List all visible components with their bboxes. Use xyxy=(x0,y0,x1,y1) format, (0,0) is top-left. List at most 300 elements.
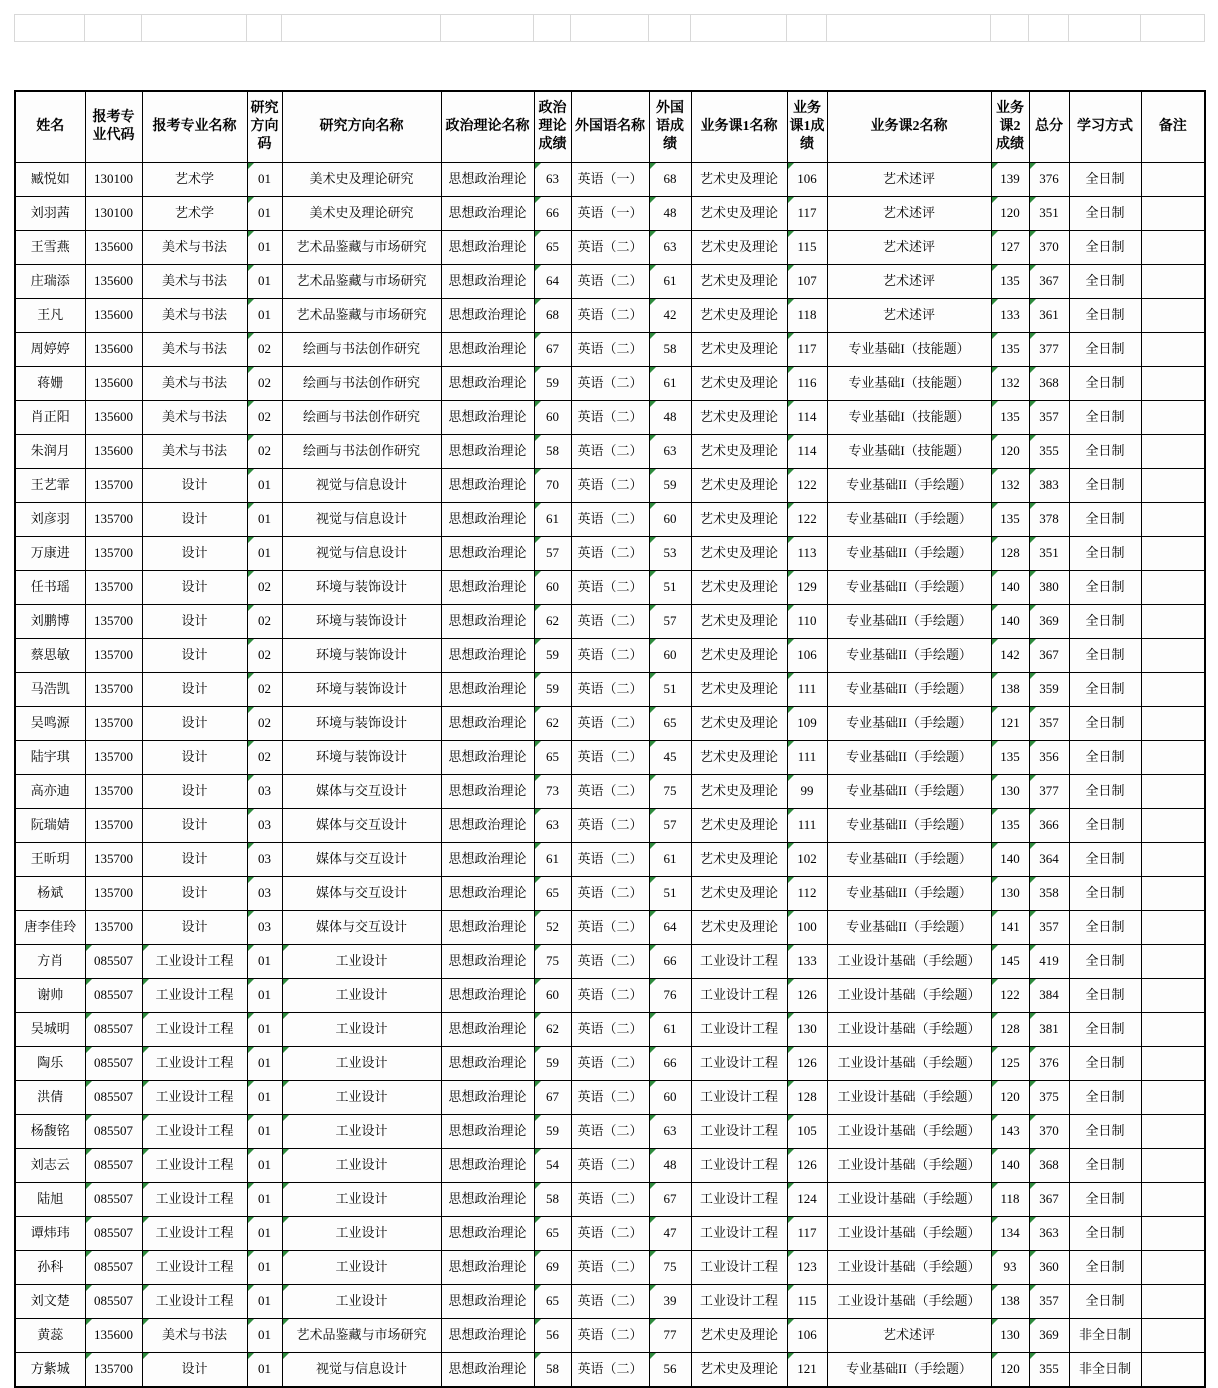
cell[interactable]: 英语（二） xyxy=(571,911,649,945)
cell[interactable]: 设计 xyxy=(142,741,247,775)
cell[interactable]: 思想政治理论 xyxy=(441,1149,534,1183)
cell[interactable]: 工业设计基础（手绘题） xyxy=(827,1081,991,1115)
cell[interactable]: 吴城明 xyxy=(15,1013,85,1047)
cell[interactable]: 全日制 xyxy=(1069,333,1141,367)
cell[interactable]: 艺术史及理论 xyxy=(691,163,787,197)
cell[interactable]: 设计 xyxy=(142,1353,247,1388)
cell[interactable]: 01 xyxy=(247,1013,282,1047)
cell[interactable]: 53 xyxy=(649,537,691,571)
cell[interactable]: 思想政治理论 xyxy=(441,469,534,503)
cell[interactable]: 全日制 xyxy=(1069,1047,1141,1081)
cell[interactable]: 视觉与信息设计 xyxy=(282,537,441,571)
empty-cell[interactable] xyxy=(787,15,827,42)
cell[interactable]: 英语（二） xyxy=(571,1115,649,1149)
cell[interactable]: 01 xyxy=(247,1149,282,1183)
empty-cell[interactable] xyxy=(441,15,534,42)
cell[interactable]: 美术与书法 xyxy=(142,401,247,435)
cell[interactable]: 全日制 xyxy=(1069,1183,1141,1217)
cell[interactable]: 122 xyxy=(787,469,827,503)
cell[interactable]: 环境与装饰设计 xyxy=(282,571,441,605)
cell[interactable]: 英语（二） xyxy=(571,1081,649,1115)
empty-cell[interactable] xyxy=(571,15,649,42)
cell[interactable]: 工业设计工程 xyxy=(691,1081,787,1115)
cell[interactable]: 英语（二） xyxy=(571,1149,649,1183)
cell[interactable]: 思想政治理论 xyxy=(441,435,534,469)
cell[interactable]: 135 xyxy=(991,809,1029,843)
cell[interactable]: 工业设计工程 xyxy=(142,945,247,979)
column-header[interactable]: 报考专业名称 xyxy=(142,91,247,163)
cell[interactable]: 51 xyxy=(649,571,691,605)
cell[interactable]: 118 xyxy=(991,1183,1029,1217)
column-header[interactable]: 备注 xyxy=(1141,91,1205,163)
cell[interactable]: 65 xyxy=(649,707,691,741)
cell[interactable]: 02 xyxy=(247,639,282,673)
cell[interactable]: 工业设计 xyxy=(282,1115,441,1149)
cell[interactable]: 145 xyxy=(991,945,1029,979)
cell[interactable]: 吴鸣源 xyxy=(15,707,85,741)
cell[interactable]: 381 xyxy=(1029,1013,1069,1047)
cell[interactable]: 367 xyxy=(1029,639,1069,673)
cell[interactable]: 135600 xyxy=(85,435,142,469)
column-header[interactable]: 外国语名称 xyxy=(571,91,649,163)
cell[interactable]: 绘画与书法创作研究 xyxy=(282,435,441,469)
empty-cell[interactable] xyxy=(142,15,247,42)
cell[interactable]: 110 xyxy=(787,605,827,639)
cell[interactable]: 环境与装饰设计 xyxy=(282,605,441,639)
cell[interactable]: 02 xyxy=(247,571,282,605)
cell[interactable]: 思想政治理论 xyxy=(441,367,534,401)
cell[interactable]: 艺术述评 xyxy=(827,1319,991,1353)
cell[interactable]: 艺术史及理论 xyxy=(691,775,787,809)
cell[interactable]: 英语（二） xyxy=(571,231,649,265)
cell[interactable]: 42 xyxy=(649,299,691,333)
cell[interactable]: 英语（二） xyxy=(571,1217,649,1251)
cell[interactable]: 59 xyxy=(534,367,571,401)
cell[interactable]: 英语（二） xyxy=(571,1251,649,1285)
cell[interactable]: 全日制 xyxy=(1069,469,1141,503)
cell[interactable]: 359 xyxy=(1029,673,1069,707)
column-header[interactable]: 政治理论名称 xyxy=(441,91,534,163)
cell[interactable]: 思想政治理论 xyxy=(441,945,534,979)
cell[interactable]: 环境与装饰设计 xyxy=(282,707,441,741)
cell[interactable]: 全日制 xyxy=(1069,979,1141,1013)
cell[interactable]: 66 xyxy=(649,1047,691,1081)
cell[interactable]: 135700 xyxy=(85,843,142,877)
cell[interactable]: 工业设计工程 xyxy=(142,1251,247,1285)
cell[interactable]: 51 xyxy=(649,877,691,911)
cell[interactable]: 134 xyxy=(991,1217,1029,1251)
cell[interactable]: 419 xyxy=(1029,945,1069,979)
cell[interactable] xyxy=(1141,537,1205,571)
cell[interactable]: 140 xyxy=(991,1149,1029,1183)
cell[interactable]: 01 xyxy=(247,469,282,503)
cell[interactable]: 全日制 xyxy=(1069,741,1141,775)
cell[interactable]: 106 xyxy=(787,639,827,673)
cell[interactable]: 艺术史及理论 xyxy=(691,265,787,299)
cell[interactable]: 英语（二） xyxy=(571,945,649,979)
cell[interactable]: 思想政治理论 xyxy=(441,1013,534,1047)
cell[interactable]: 思想政治理论 xyxy=(441,979,534,1013)
cell[interactable]: 01 xyxy=(247,1319,282,1353)
cell[interactable]: 环境与装饰设计 xyxy=(282,673,441,707)
cell[interactable]: 120 xyxy=(991,1353,1029,1388)
cell[interactable]: 376 xyxy=(1029,1047,1069,1081)
cell[interactable] xyxy=(1141,163,1205,197)
cell[interactable]: 英语（二） xyxy=(571,843,649,877)
cell[interactable]: 57 xyxy=(649,605,691,639)
cell[interactable]: 艺术史及理论 xyxy=(691,503,787,537)
cell[interactable]: 135600 xyxy=(85,367,142,401)
cell[interactable]: 美术与书法 xyxy=(142,299,247,333)
cell[interactable]: 63 xyxy=(534,809,571,843)
cell[interactable]: 03 xyxy=(247,775,282,809)
cell[interactable]: 085507 xyxy=(85,1115,142,1149)
cell[interactable]: 351 xyxy=(1029,197,1069,231)
cell[interactable]: 马浩凯 xyxy=(15,673,85,707)
cell[interactable]: 59 xyxy=(534,673,571,707)
cell[interactable]: 357 xyxy=(1029,911,1069,945)
cell[interactable]: 思想政治理论 xyxy=(441,571,534,605)
cell[interactable]: 庄瑞添 xyxy=(15,265,85,299)
cell[interactable]: 60 xyxy=(649,1081,691,1115)
cell[interactable]: 135700 xyxy=(85,741,142,775)
cell[interactable]: 117 xyxy=(787,1217,827,1251)
cell[interactable]: 130100 xyxy=(85,197,142,231)
empty-cell[interactable] xyxy=(1141,15,1205,42)
cell[interactable]: 工业设计 xyxy=(282,1285,441,1319)
cell[interactable]: 思想政治理论 xyxy=(441,1217,534,1251)
cell[interactable]: 117 xyxy=(787,333,827,367)
cell[interactable]: 085507 xyxy=(85,945,142,979)
cell[interactable]: 111 xyxy=(787,809,827,843)
cell[interactable]: 130 xyxy=(787,1013,827,1047)
cell[interactable]: 全日制 xyxy=(1069,877,1141,911)
cell[interactable]: 全日制 xyxy=(1069,367,1141,401)
cell[interactable]: 英语（二） xyxy=(571,265,649,299)
cell[interactable]: 全日制 xyxy=(1069,945,1141,979)
cell[interactable]: 111 xyxy=(787,673,827,707)
cell[interactable]: 王昕玥 xyxy=(15,843,85,877)
cell[interactable]: 61 xyxy=(534,503,571,537)
cell[interactable]: 工业设计 xyxy=(282,1217,441,1251)
cell[interactable]: 英语（二） xyxy=(571,673,649,707)
cell[interactable]: 73 xyxy=(534,775,571,809)
cell[interactable]: 全日制 xyxy=(1069,673,1141,707)
cell[interactable]: 111 xyxy=(787,741,827,775)
cell[interactable]: 艺术史及理论 xyxy=(691,435,787,469)
cell[interactable]: 王艺霏 xyxy=(15,469,85,503)
cell[interactable]: 135700 xyxy=(85,469,142,503)
cell[interactable]: 全日制 xyxy=(1069,197,1141,231)
cell[interactable]: 专业基础II（手绘题） xyxy=(827,809,991,843)
cell[interactable]: 135700 xyxy=(85,775,142,809)
cell[interactable]: 130 xyxy=(991,1319,1029,1353)
cell[interactable]: 专业基础II（手绘题） xyxy=(827,707,991,741)
cell[interactable]: 设计 xyxy=(142,843,247,877)
cell[interactable]: 125 xyxy=(991,1047,1029,1081)
cell[interactable]: 英语（二） xyxy=(571,1013,649,1047)
cell[interactable]: 01 xyxy=(247,1285,282,1319)
cell[interactable]: 思想政治理论 xyxy=(441,911,534,945)
cell[interactable]: 工业设计 xyxy=(282,1013,441,1047)
cell[interactable]: 124 xyxy=(787,1183,827,1217)
cell[interactable]: 01 xyxy=(247,299,282,333)
cell[interactable]: 英语（一） xyxy=(571,163,649,197)
cell[interactable]: 01 xyxy=(247,1353,282,1388)
column-header[interactable]: 业务课2名称 xyxy=(827,91,991,163)
cell[interactable]: 工业设计工程 xyxy=(142,1047,247,1081)
cell[interactable]: 艺术品鉴藏与市场研究 xyxy=(282,265,441,299)
cell[interactable]: 陆旭 xyxy=(15,1183,85,1217)
cell[interactable]: 117 xyxy=(787,197,827,231)
cell[interactable]: 工业设计工程 xyxy=(691,1115,787,1149)
cell[interactable]: 专业基础II（手绘题） xyxy=(827,537,991,571)
cell[interactable] xyxy=(1141,673,1205,707)
cell[interactable]: 艺术史及理论 xyxy=(691,333,787,367)
cell[interactable]: 艺术史及理论 xyxy=(691,1353,787,1388)
cell[interactable]: 120 xyxy=(991,197,1029,231)
cell[interactable]: 全日制 xyxy=(1069,605,1141,639)
cell[interactable]: 思想政治理论 xyxy=(441,231,534,265)
cell[interactable]: 英语（二） xyxy=(571,979,649,1013)
cell[interactable]: 380 xyxy=(1029,571,1069,605)
cell[interactable]: 135700 xyxy=(85,707,142,741)
cell[interactable] xyxy=(1141,197,1205,231)
cell[interactable]: 130 xyxy=(991,877,1029,911)
cell[interactable]: 朱润月 xyxy=(15,435,85,469)
cell[interactable]: 60 xyxy=(649,503,691,537)
cell[interactable]: 135700 xyxy=(85,911,142,945)
cell[interactable]: 60 xyxy=(534,979,571,1013)
cell[interactable]: 英语（二） xyxy=(571,299,649,333)
cell[interactable]: 绘画与书法创作研究 xyxy=(282,401,441,435)
cell[interactable] xyxy=(1141,469,1205,503)
cell[interactable]: 艺术史及理论 xyxy=(691,911,787,945)
cell[interactable] xyxy=(1141,435,1205,469)
cell[interactable]: 138 xyxy=(991,1285,1029,1319)
cell[interactable]: 艺术述评 xyxy=(827,299,991,333)
cell[interactable]: 思想政治理论 xyxy=(441,537,534,571)
cell[interactable]: 艺术史及理论 xyxy=(691,537,787,571)
cell[interactable]: 57 xyxy=(649,809,691,843)
cell[interactable]: 刘彦羽 xyxy=(15,503,85,537)
cell[interactable]: 02 xyxy=(247,367,282,401)
cell[interactable]: 54 xyxy=(534,1149,571,1183)
cell[interactable]: 58 xyxy=(649,333,691,367)
cell[interactable]: 61 xyxy=(534,843,571,877)
cell[interactable] xyxy=(1141,299,1205,333)
cell[interactable]: 143 xyxy=(991,1115,1029,1149)
cell[interactable]: 77 xyxy=(649,1319,691,1353)
cell[interactable]: 专业基础I（技能题） xyxy=(827,367,991,401)
cell[interactable] xyxy=(1141,265,1205,299)
cell[interactable]: 02 xyxy=(247,333,282,367)
cell[interactable]: 128 xyxy=(991,537,1029,571)
cell[interactable]: 62 xyxy=(534,1013,571,1047)
cell[interactable]: 60 xyxy=(649,639,691,673)
cell[interactable]: 121 xyxy=(991,707,1029,741)
cell[interactable] xyxy=(1141,231,1205,265)
cell[interactable]: 356 xyxy=(1029,741,1069,775)
cell[interactable]: 67 xyxy=(534,1081,571,1115)
cell[interactable]: 设计 xyxy=(142,775,247,809)
cell[interactable]: 67 xyxy=(534,333,571,367)
cell[interactable]: 思想政治理论 xyxy=(441,1251,534,1285)
cell[interactable]: 01 xyxy=(247,1217,282,1251)
cell[interactable]: 377 xyxy=(1029,333,1069,367)
cell[interactable]: 03 xyxy=(247,843,282,877)
cell[interactable]: 英语（二） xyxy=(571,537,649,571)
cell[interactable]: 139 xyxy=(991,163,1029,197)
cell[interactable]: 思想政治理论 xyxy=(441,1183,534,1217)
cell[interactable] xyxy=(1141,1217,1205,1251)
cell[interactable]: 刘羽茜 xyxy=(15,197,85,231)
cell[interactable]: 03 xyxy=(247,877,282,911)
cell[interactable]: 思想政治理论 xyxy=(441,1285,534,1319)
cell[interactable] xyxy=(1141,639,1205,673)
cell[interactable]: 135 xyxy=(991,333,1029,367)
cell[interactable]: 135600 xyxy=(85,231,142,265)
cell[interactable]: 工业设计工程 xyxy=(142,1081,247,1115)
cell[interactable] xyxy=(1141,1149,1205,1183)
cell[interactable]: 62 xyxy=(534,707,571,741)
cell[interactable]: 工业设计工程 xyxy=(691,1047,787,1081)
cell[interactable]: 思想政治理论 xyxy=(441,503,534,537)
column-header[interactable]: 学习方式 xyxy=(1069,91,1141,163)
cell[interactable]: 设计 xyxy=(142,911,247,945)
cell[interactable]: 视觉与信息设计 xyxy=(282,469,441,503)
cell[interactable]: 02 xyxy=(247,401,282,435)
empty-cell[interactable] xyxy=(827,15,991,42)
cell[interactable]: 方肖 xyxy=(15,945,85,979)
cell[interactable]: 谭炜玮 xyxy=(15,1217,85,1251)
cell[interactable]: 美术与书法 xyxy=(142,367,247,401)
cell[interactable]: 工业设计 xyxy=(282,1081,441,1115)
cell[interactable]: 113 xyxy=(787,537,827,571)
cell[interactable]: 英语（二） xyxy=(571,571,649,605)
cell[interactable]: 工业设计工程 xyxy=(691,1285,787,1319)
column-header[interactable]: 研究方向名称 xyxy=(282,91,441,163)
cell[interactable]: 66 xyxy=(649,945,691,979)
cell[interactable] xyxy=(1141,1183,1205,1217)
cell[interactable]: 085507 xyxy=(85,1149,142,1183)
cell[interactable]: 全日制 xyxy=(1069,503,1141,537)
cell[interactable]: 63 xyxy=(649,435,691,469)
cell[interactable]: 126 xyxy=(787,1149,827,1183)
cell[interactable]: 专业基础II（手绘题） xyxy=(827,911,991,945)
cell[interactable]: 刘文楚 xyxy=(15,1285,85,1319)
cell[interactable]: 专业基础II（手绘题） xyxy=(827,1353,991,1388)
cell[interactable] xyxy=(1141,979,1205,1013)
cell[interactable]: 全日制 xyxy=(1069,401,1141,435)
cell[interactable]: 70 xyxy=(534,469,571,503)
cell[interactable]: 107 xyxy=(787,265,827,299)
cell[interactable]: 英语（二） xyxy=(571,1183,649,1217)
cell[interactable] xyxy=(1141,911,1205,945)
cell[interactable]: 58 xyxy=(534,435,571,469)
cell[interactable]: 76 xyxy=(649,979,691,1013)
cell[interactable] xyxy=(1141,401,1205,435)
cell[interactable]: 艺术学 xyxy=(142,197,247,231)
cell[interactable]: 工业设计基础（手绘题） xyxy=(827,979,991,1013)
cell[interactable]: 01 xyxy=(247,979,282,1013)
cell[interactable]: 全日制 xyxy=(1069,1285,1141,1319)
cell[interactable]: 115 xyxy=(787,231,827,265)
cell[interactable]: 67 xyxy=(649,1183,691,1217)
cell[interactable] xyxy=(1141,741,1205,775)
cell[interactable]: 专业基础II（手绘题） xyxy=(827,605,991,639)
cell[interactable]: 68 xyxy=(649,163,691,197)
cell[interactable]: 工业设计工程 xyxy=(691,1013,787,1047)
column-header[interactable]: 总分 xyxy=(1029,91,1069,163)
cell[interactable]: 52 xyxy=(534,911,571,945)
cell[interactable]: 01 xyxy=(247,163,282,197)
cell[interactable] xyxy=(1141,333,1205,367)
cell[interactable]: 工业设计 xyxy=(282,1183,441,1217)
cell[interactable]: 思想政治理论 xyxy=(441,877,534,911)
cell[interactable]: 专业基础II（手绘题） xyxy=(827,639,991,673)
cell[interactable]: 美术与书法 xyxy=(142,333,247,367)
cell[interactable]: 设计 xyxy=(142,537,247,571)
cell[interactable]: 65 xyxy=(534,1217,571,1251)
cell[interactable]: 思想政治理论 xyxy=(441,1353,534,1388)
cell[interactable]: 美术与书法 xyxy=(142,1319,247,1353)
cell[interactable]: 132 xyxy=(991,367,1029,401)
cell[interactable]: 专业基础I（技能题） xyxy=(827,435,991,469)
cell[interactable]: 艺术史及理论 xyxy=(691,299,787,333)
cell[interactable]: 085507 xyxy=(85,1183,142,1217)
cell[interactable]: 全日制 xyxy=(1069,163,1141,197)
cell[interactable]: 135 xyxy=(991,741,1029,775)
cell[interactable]: 媒体与交互设计 xyxy=(282,809,441,843)
cell[interactable]: 工业设计工程 xyxy=(691,1149,787,1183)
cell[interactable] xyxy=(1141,775,1205,809)
cell[interactable]: 99 xyxy=(787,775,827,809)
cell[interactable]: 思想政治理论 xyxy=(441,775,534,809)
cell[interactable]: 艺术史及理论 xyxy=(691,231,787,265)
cell[interactable]: 谢帅 xyxy=(15,979,85,1013)
cell[interactable]: 135700 xyxy=(85,639,142,673)
cell[interactable]: 106 xyxy=(787,1319,827,1353)
cell[interactable]: 英语（二） xyxy=(571,367,649,401)
cell[interactable]: 英语（二） xyxy=(571,639,649,673)
cell[interactable] xyxy=(1141,707,1205,741)
cell[interactable]: 艺术史及理论 xyxy=(691,571,787,605)
cell[interactable]: 61 xyxy=(649,367,691,401)
cell[interactable]: 132 xyxy=(991,469,1029,503)
cell[interactable]: 工业设计 xyxy=(282,1251,441,1285)
cell[interactable]: 媒体与交互设计 xyxy=(282,877,441,911)
empty-cell[interactable] xyxy=(991,15,1029,42)
cell[interactable]: 369 xyxy=(1029,1319,1069,1353)
cell[interactable] xyxy=(1141,503,1205,537)
cell[interactable]: 设计 xyxy=(142,571,247,605)
cell[interactable]: 01 xyxy=(247,503,282,537)
cell[interactable]: 绘画与书法创作研究 xyxy=(282,333,441,367)
cell[interactable] xyxy=(1141,571,1205,605)
cell[interactable]: 全日制 xyxy=(1069,1217,1141,1251)
cell[interactable]: 全日制 xyxy=(1069,911,1141,945)
cell[interactable]: 65 xyxy=(534,1285,571,1319)
column-header[interactable]: 研究方向码 xyxy=(247,91,282,163)
cell[interactable]: 艺术史及理论 xyxy=(691,707,787,741)
cell[interactable]: 工业设计基础（手绘题） xyxy=(827,1115,991,1149)
cell[interactable] xyxy=(1141,367,1205,401)
cell[interactable]: 美术史及理论研究 xyxy=(282,197,441,231)
cell[interactable]: 工业设计工程 xyxy=(142,1217,247,1251)
cell[interactable]: 英语（二） xyxy=(571,1319,649,1353)
cell[interactable]: 116 xyxy=(787,367,827,401)
